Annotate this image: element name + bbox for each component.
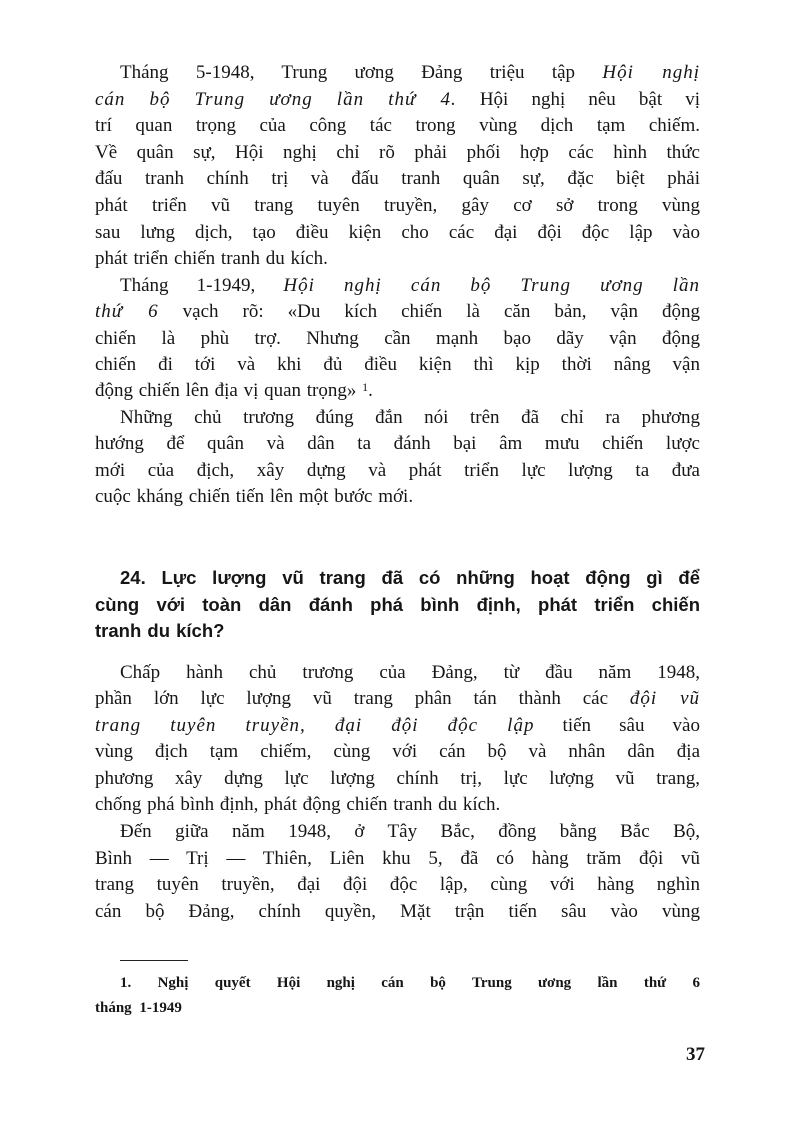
text-line	[95, 328, 700, 350]
text-line	[120, 275, 700, 297]
text-segment: phát triển chiến tranh du kích.	[95, 248, 328, 269]
text-segment: .	[368, 380, 373, 401]
text-segment: 24. Lực lượng vũ trang đã có những hoạt động gì để	[120, 567, 700, 588]
text-segment: tranh du kích?	[95, 620, 225, 641]
text-segment: chiến là phù trợ. Nhưng cần mạnh bạo dãy vận động	[95, 328, 700, 349]
text-segment: trí quan trọng của công tác trong vùng dịch tạm chiếm.	[95, 115, 700, 136]
text-segment: động chiến lên địa vị quan trọng»	[95, 380, 363, 401]
text-line	[95, 222, 700, 244]
text-line	[120, 62, 700, 84]
footnote-line-2: tháng 1-1949	[95, 1000, 182, 1016]
text-segment: chiến đi tới và khi đủ điều kiện thì kịp thời nâng vận	[95, 354, 700, 375]
text-line	[95, 380, 700, 402]
text-segment: mới của địch, xây dựng và phát triển lực lượng ta đưa	[95, 460, 700, 481]
italic-text: trang tuyên truyền, đại đội độc lập	[95, 715, 535, 736]
text-line	[95, 688, 700, 710]
text-line	[120, 407, 700, 429]
text-segment: Tháng 5-1948, Trung ương Đảng triệu tập	[120, 62, 603, 83]
text-line	[95, 741, 700, 763]
text-segment: Tháng 1-1949,	[120, 275, 284, 296]
section-heading-line	[95, 594, 700, 616]
text-segment: Chấp hành chủ trương của Đảng, từ đầu năm 1948,	[120, 662, 700, 683]
text-segment: phát triển vũ trang tuyên truyền, gây cơ sở trong vùng	[95, 195, 700, 216]
footnote-line-1: 1. Nghị quyết Hội nghị cán bộ Trung ương lần thứ 6	[120, 975, 700, 991]
text-segment: phần lớn lực lượng vũ trang phân tán thành các	[95, 688, 630, 709]
text-segment: tiến sâu vào	[534, 715, 700, 736]
italic-text: đội vũ	[629, 688, 700, 709]
text-segment: đấu tranh chính trị và đấu tranh quân sự, đặc biệt phải	[95, 168, 700, 189]
text-segment: cán bộ Đảng, chính quyền, Mặt trận tiến sâu vào vùng	[95, 901, 700, 922]
text-line	[95, 301, 700, 323]
text-segment: Bình — Trị — Thiên, Liên khu 5, đã có hàng trăm đội vũ	[95, 848, 700, 869]
text-line	[95, 89, 700, 111]
text-line	[95, 794, 700, 816]
text-segment: Đến giữa năm 1948, ở Tây Bắc, đồng bằng Bắc Bộ,	[120, 821, 700, 842]
italic-text: Hội nghị cán bộ Trung ương lần	[283, 275, 700, 296]
text-line	[95, 486, 700, 508]
text-line	[95, 848, 700, 870]
text-line	[95, 768, 700, 790]
text-line	[95, 195, 700, 217]
text-segment: cùng với toàn dân đánh phá bình định, phát triển chiến	[95, 594, 700, 615]
text-line	[120, 662, 700, 684]
footnote-divider	[120, 960, 188, 961]
text-segment: vạch rõ: «Du kích chiến là căn bản, vận động	[158, 301, 700, 322]
italic-text: Hội nghị	[602, 62, 700, 83]
text-line	[95, 354, 700, 376]
text-segment: cuộc kháng chiến tiến lên một bước mới.	[95, 486, 414, 507]
text-segment: Hội nghị nêu bật vị	[456, 89, 700, 110]
text-line	[95, 874, 700, 896]
text-line	[95, 460, 700, 482]
italic-text: thứ 6	[95, 301, 159, 322]
text-line	[95, 168, 700, 190]
text-segment: chống phá bình định, phát động chiến tranh du kích.	[95, 794, 501, 815]
text-line	[95, 433, 700, 455]
section-heading-line	[95, 620, 700, 642]
text-segment: phương xây dựng lực lượng chính trị, lực lượng vũ trang,	[95, 768, 700, 789]
text-segment: Những chủ trương đúng đắn nói trên đã chỉ ra phương	[120, 407, 700, 428]
text-line	[95, 715, 700, 737]
footnote-reference: 1	[362, 380, 369, 394]
section-heading-line	[120, 567, 700, 589]
text-segment: sau lưng dịch, tạo điều kiện cho các đại đội độc lập vào	[95, 222, 700, 243]
text-segment: vùng địch tạm chiếm, cùng với cán bộ và nhân dân địa	[95, 741, 700, 762]
page-number: 37	[686, 1044, 705, 1065]
text-segment: trang tuyên truyền, đại đội độc lập, cùng với hàng nghìn	[95, 874, 700, 895]
italic-text: cán bộ Trung ương lần thứ 4.	[95, 89, 457, 110]
text-segment: hướng để quân và dân ta đánh bại âm mưu chiến lược	[95, 433, 700, 454]
text-line	[95, 142, 700, 164]
text-line	[95, 115, 700, 137]
text-line	[95, 901, 700, 923]
text-segment: Về quân sự, Hội nghị chỉ rõ phải phối hợp các hình thức	[95, 142, 700, 163]
text-line	[95, 248, 700, 270]
text-line	[120, 821, 700, 843]
